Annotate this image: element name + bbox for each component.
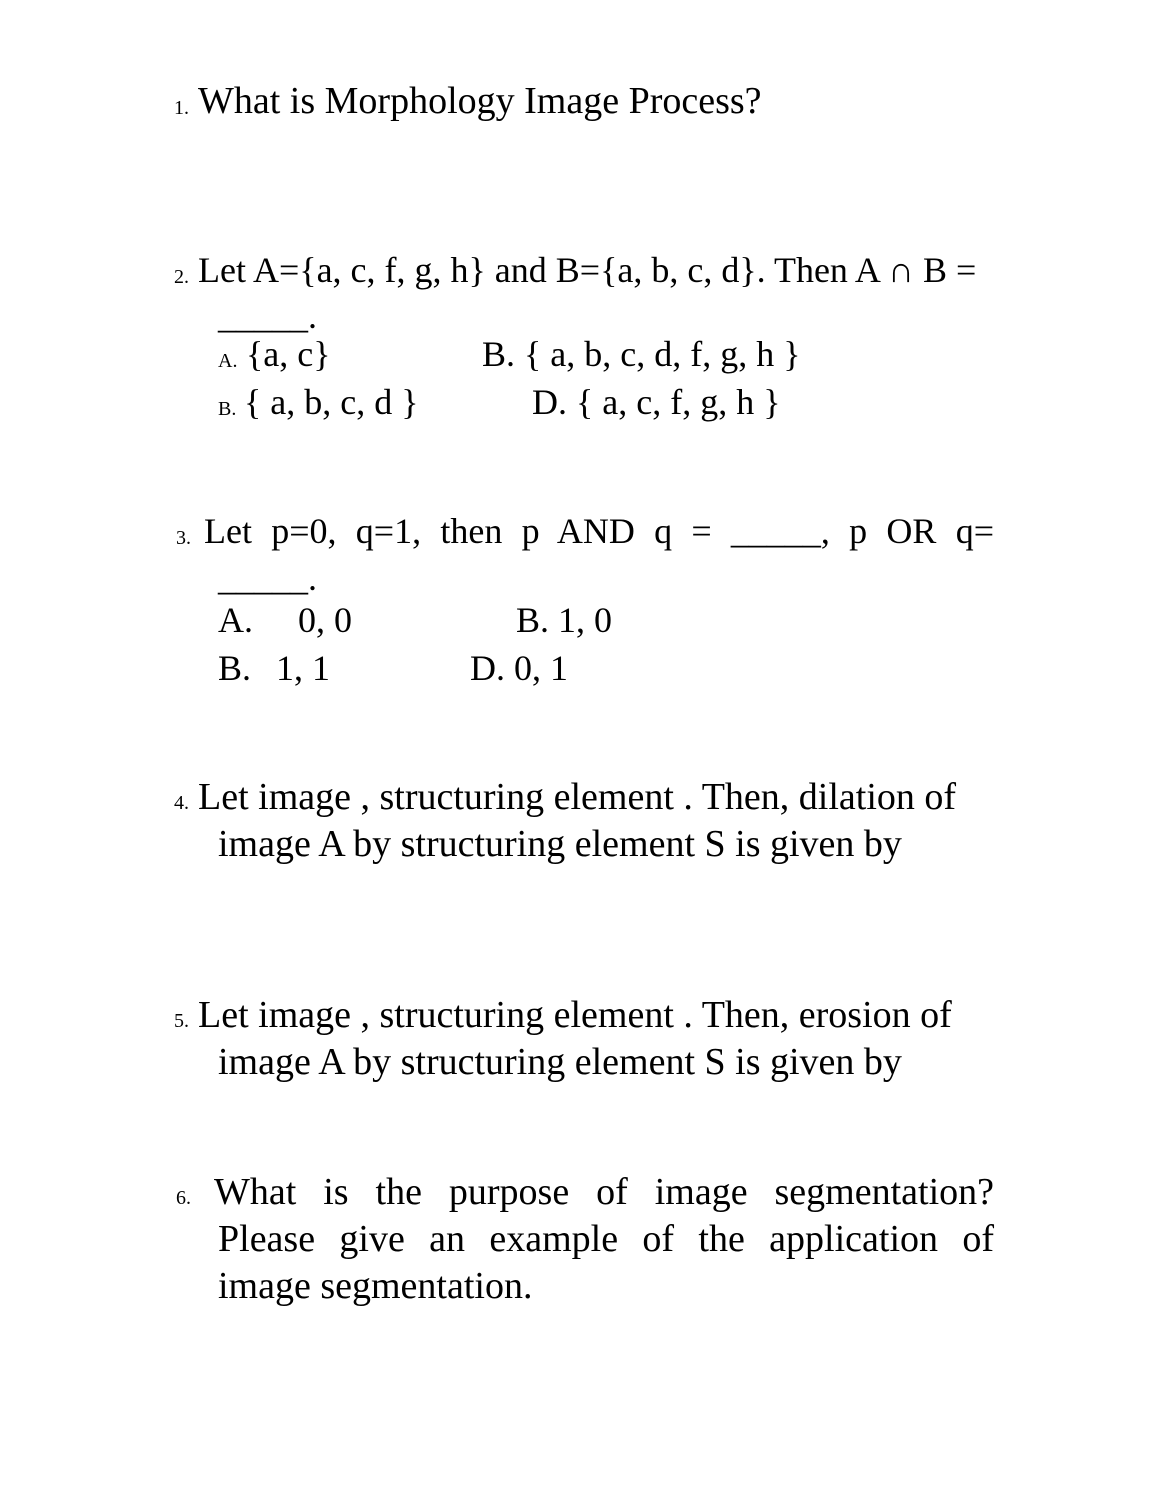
option-text: 1, 1 [276, 648, 330, 688]
option-letter: A. [218, 350, 238, 372]
option-letter: A. [218, 600, 253, 640]
question-text-line-3: image segmentation. [218, 1265, 533, 1307]
option-text: { a, b, c, d } [244, 382, 419, 422]
question-text: What is Morphology Image Process? [198, 80, 762, 122]
question-number: 2. [174, 266, 189, 288]
question-number: 4. [174, 792, 189, 814]
question-number: 6. [176, 1187, 191, 1209]
option-text: 0, 0 [298, 600, 352, 640]
question-text: Let A={a, c, f, g, h} and B={a, b, c, d}. Then A ∩ B = [198, 250, 977, 290]
option-text: D. 0, 1 [470, 648, 568, 688]
question-number: 5. [174, 1010, 189, 1032]
answer-blank: _____. [218, 558, 317, 598]
option-letter: B. [218, 398, 237, 420]
option-text: {a, c} [246, 334, 331, 374]
option-text: B. { a, b, c, d, f, g, h } [482, 334, 801, 374]
question-text-line-2: Please give an example of the application of [218, 1218, 994, 1260]
question-text-line-1: Let image , structuring element . Then, erosion of [198, 994, 952, 1036]
option-text: D. { a, c, f, g, h } [532, 382, 781, 422]
option-letter: B. [218, 648, 252, 688]
answer-blank: _____. [218, 296, 317, 336]
question-text: Let p=0, q=1, then p AND q = _____, p OR q= [204, 511, 994, 551]
question-number: 3. [176, 527, 191, 549]
question-number: 1. [174, 97, 189, 119]
option-text: B. 1, 0 [516, 600, 613, 640]
question-text-line-1: What is the purpose of image segmentation? [214, 1171, 994, 1213]
question-text-line-2: image A by structuring element S is given by [218, 1041, 902, 1083]
question-text-line-2: image A by structuring element S is given by [218, 823, 902, 865]
question-text-line-1: Let image , structuring element . Then, dilation of [198, 776, 957, 818]
